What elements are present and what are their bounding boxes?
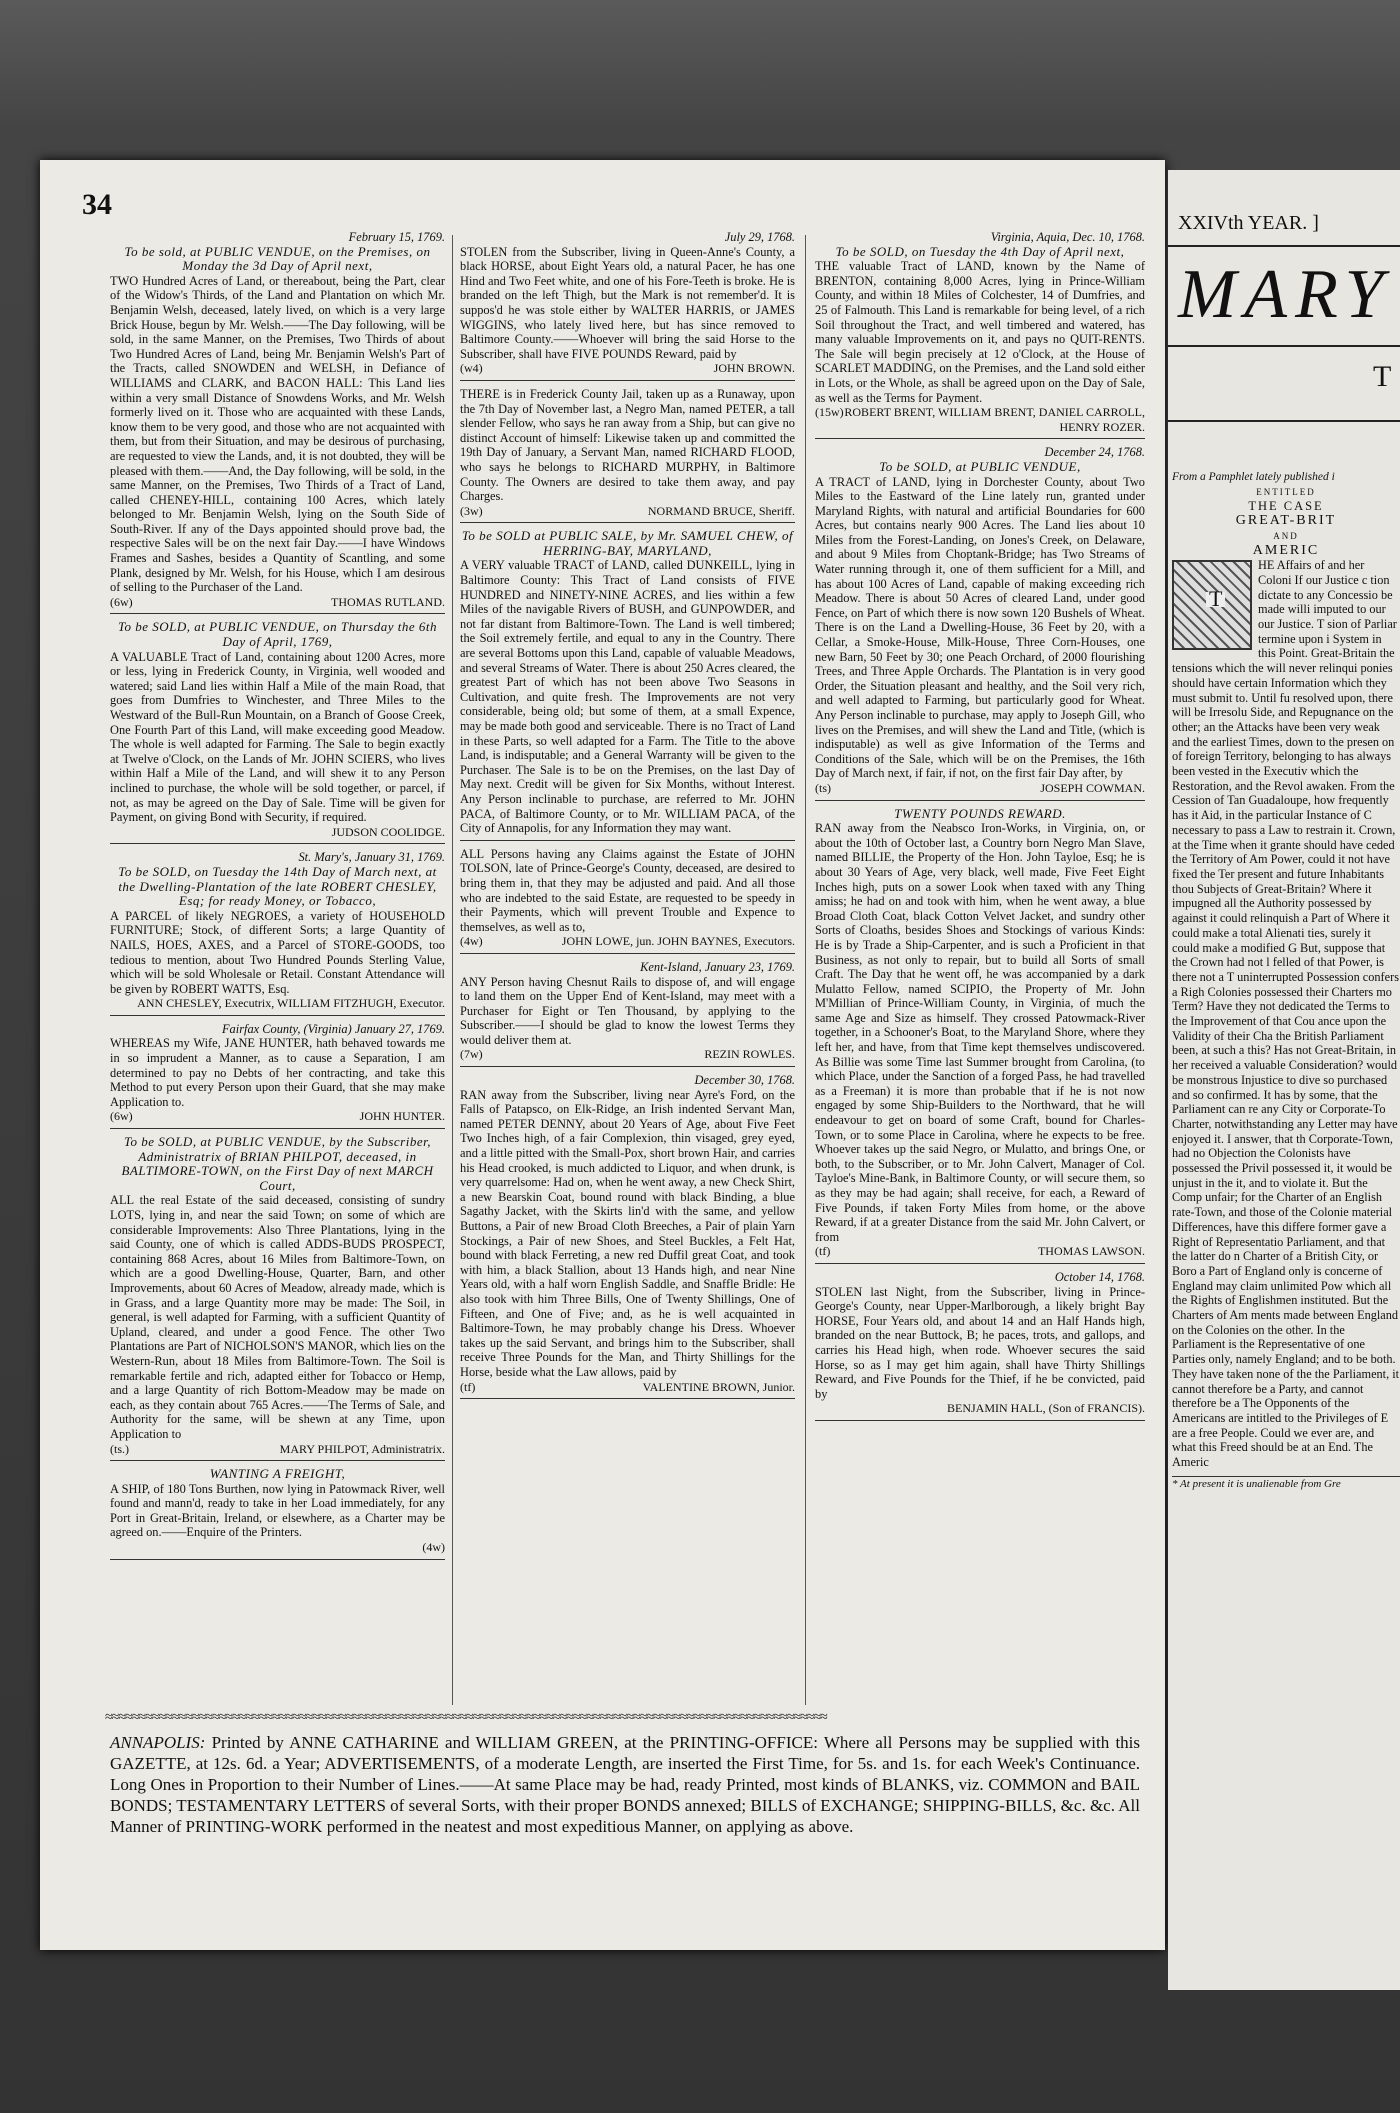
ad-separator bbox=[110, 1128, 445, 1129]
ad-signature-row bbox=[815, 405, 1145, 434]
ad-heading: To be SOLD, at PUBLIC VENDUE, on Thursday the 6th Day of April, 1769, bbox=[117, 619, 438, 650]
ad-signature-row bbox=[460, 361, 795, 376]
ad-run-code: (tf) bbox=[460, 1379, 476, 1394]
ad-signature-row bbox=[460, 504, 795, 519]
ad-run-code: (tf) bbox=[815, 1244, 831, 1259]
ad-heading: To be sold, at PUBLIC VENDUE, on the Premises, on Monday the 3d Day of April next, bbox=[124, 243, 431, 274]
column-3 bbox=[815, 230, 1145, 1705]
ad-run-code: (3w) bbox=[460, 503, 483, 518]
ad-date: Kent-Island, January 23, 1769. bbox=[640, 959, 795, 974]
ornamental-border: ≈≈≈≈≈≈≈≈≈≈≈≈≈≈≈≈≈≈≈≈≈≈≈≈≈≈≈≈≈≈≈≈≈≈≈≈≈≈≈≈≈≈≈≈≈≈≈≈≈≈≈≈≈≈≈≈≈≈≈≈≈≈≈≈≈≈≈≈≈≈≈≈≈≈≈≈≈≈≈≈≈≈≈≈≈≈≈≈≈≈≈≈≈≈≈≈≈≈≈≈≈≈≈≈≈≈≈≈ bbox=[105, 1710, 827, 1724]
ad-run-code: (4w) bbox=[460, 934, 483, 949]
ad-signature: BENJAMIN HALL, (Son of FRANCIS). bbox=[946, 1401, 1145, 1416]
ad-signature: ANN CHESLEY, Executrix, WILLIAM FITZHUGH, Executor. bbox=[137, 996, 445, 1011]
article-america: AMERIC bbox=[1252, 542, 1320, 558]
ad-signature: JUDSON COOLIDGE. bbox=[331, 824, 445, 839]
advertisement bbox=[815, 1270, 1145, 1421]
ad-separator bbox=[460, 953, 795, 954]
advertisement bbox=[110, 850, 445, 1016]
advertisement bbox=[815, 807, 1145, 1264]
ad-signature-row bbox=[460, 1380, 795, 1395]
ad-signature: THOMAS LAWSON. bbox=[1037, 1244, 1145, 1259]
ad-signature: (4w) bbox=[422, 1540, 445, 1555]
ad-separator bbox=[815, 438, 1145, 439]
ad-signature: JOHN LOWE, jun. JOHN BAYNES, Executors. bbox=[561, 934, 795, 949]
advertisement bbox=[460, 387, 795, 523]
ad-heading: To be SOLD at PUBLIC SALE, by Mr. SAMUEL CHEW, of HERRING-BAY, MARYLAND, bbox=[461, 528, 794, 558]
masthead-rule bbox=[1168, 245, 1400, 247]
ad-separator bbox=[460, 1398, 795, 1399]
advertisement bbox=[815, 445, 1145, 800]
ad-run-code: (w4) bbox=[460, 361, 483, 376]
masthead-title: MARY bbox=[1178, 256, 1392, 333]
ad-heading: To be SOLD, on Tuesday the 14th Day of March next, at the Dwelling-Plantation of the late ROBERT CHESLEY, Esq; for ready Money, or Tobacco, bbox=[118, 863, 437, 909]
adjacent-page bbox=[1168, 170, 1400, 1990]
newspaper-page bbox=[40, 160, 1165, 1950]
ad-separator bbox=[110, 1460, 445, 1461]
ad-body: A PARCEL of likely NEGROES, a variety of HOUSEHOLD FURNITURE; Stock, of different Sorts; a large Quantity of NAILS, HOES, AXES, and a Parcel of STORE-GOODS, too tedious to mention, about Two Hundred Pounds Sterling Value, which will be sold Wholesale or Retail. Constant Attendance will be given by ROBERT WATTS, Esq. bbox=[110, 908, 445, 996]
column-1 bbox=[110, 230, 445, 1705]
ad-signature: ROBERT BRENT, WILLIAM BRENT, DANIEL CARROLL, HENRY ROZER. bbox=[844, 405, 1145, 434]
ad-date: February 15, 1769. bbox=[348, 230, 445, 244]
advertisement bbox=[110, 1022, 445, 1129]
ad-signature-row bbox=[110, 1442, 445, 1457]
ad-signature: JOHN BROWN. bbox=[713, 361, 795, 376]
article-case: THE CASE bbox=[1248, 499, 1324, 514]
advertisement bbox=[815, 230, 1145, 439]
ad-body: A VERY valuable TRACT of LAND, called DUNKEILL, lying in Baltimore County: This Tract of Land consists of FIVE HUNDRED and NINETY-NINE ACRES, and lies within a few Miles of the navigable Rivers of BUSH, and GUNPOWDER, and not far distant from Baltimore-Town. The Land is well timbered; the Soil extremely fertile, and equal to any in the Country. There are several Bottoms upon this Land, capable of valuable Meadows, and several Streams of Water. There is about 250 Acres cleared, the greatest Part of which has not been above Two Seasons in Cultivation, and quite fresh. The Improvements are not very considerable, being old; but some of them, at a small Expence, may be made both good and serviceable. There is no Tract of Land in these Parts, so well adapted for a Farm. The Title to the above Land, is indisputable; and a General Warranty will be given to the Purchaser. The Sale is to be on the Premises, on the last Day of May next. Credit will be given for Six Months, without Interest. Any Person inclinable to purchase, are referred to Mr. JOHN PACA, of Baltimore County, or to Mr. WILLIAM PACA, of the City of Annapolis, for any Information they may want. bbox=[460, 558, 795, 836]
ad-heading: TWENTY POUNDS REWARD. bbox=[894, 805, 1066, 821]
ad-body: ANY Person having Chesnut Rails to dispose of, and will engage to land them on the Upper End of Kent-Island, may meet with a Purchaser for Eight or Ten Thousand, by applying to the Subscriber.——I should be glad to know the lowest Terms they would deliver them at. bbox=[460, 974, 795, 1047]
advertisement bbox=[460, 529, 795, 840]
ad-body: STOLEN from the Subscriber, living in Queen-Anne's County, a black HORSE, about Eight Years old, a natural Pacer, he has one Hind and Two Feet white, and one of his Fore-Teeth is broke. He is branded on the left Thigh, but the Mark is not remember'd. It is suppos'd he was stole either by WALTER HARRIS, or JAMES WIGGINS, who lately lived here, but has since removed to Baltimore County.——Whoever will bring the said Horse to the Subscriber, shall have FIVE POUNDS Reward, paid by bbox=[460, 244, 795, 361]
ad-separator bbox=[815, 800, 1145, 801]
ad-separator bbox=[110, 843, 445, 844]
page-number: 34 bbox=[82, 188, 112, 221]
advertisement bbox=[110, 1467, 445, 1560]
imprint-place: ANNAPOLIS: bbox=[110, 1733, 206, 1752]
ad-run-code: (7w) bbox=[460, 1047, 483, 1062]
ad-signature-row bbox=[815, 781, 1145, 796]
advertisement bbox=[460, 230, 795, 381]
advertisement bbox=[110, 1135, 445, 1461]
ad-body: A VALUABLE Tract of Land, containing about 1200 Acres, more or less, lying in Frederick County, in Virginia, well wooded and watered; said Land lies within Half a Mile of the main Road, that goes from Dumfries to Winchester, and Three Miles to the Westward of the Bull-Run Mountain, on a Branch of Goose Creek, One Fourth Part of this Land, will make exceeding good Meadow. The whole is well adapted for Farming. The Sale to begin exactly at Twelve o'Clock, on the Lands of Mr. JOHN SCIERS, who lives within Half a Mile of the Land, and will shew it to any Person inclined to purchase, the whole will be sold together, or parcel, if not, as may be agreed on the Day of Sale. Time will be given for Payment, on giving Bond with Security, if required. bbox=[110, 649, 445, 825]
ad-signature-row bbox=[110, 595, 445, 610]
ad-body: ALL the real Estate of the said deceased, consisting of sundry LOTS, lying in, and near the said Town; on some of which are considerable Improvements: Also Three Plantations, lying in the said County, one of which is called ADDS-BUDS PROSPECT, containing 868 Acres, about 16 Miles from Baltimore-Town, on which are a good Dwelling-House, Quarter, Barn, and other Improvements, about 60 Acres of Meadow, already made, which is in Grass, and a large Quantity more may be made: The Soil, in general, is well adapted for Farming, with a sufficient Quantity of Upland, cleared, and under a good Fence. The other Two Plantations are Part of NICHOLSON'S MANOR, which lies on the Western-Run, about 18 Miles from Baltimore-Town. The Soil is remarkable fertile and rich, adapted either for Tobacco or Hemp, and a large Quantity of rich Bottom-Meadow may be made on each, as they contain about 765 Acres.——The Terms of Sale, and Authority for the same, will be shewn at any Time, upon Application to bbox=[110, 1193, 445, 1441]
article-gb: GREAT-BRIT bbox=[1235, 513, 1337, 529]
ad-heading: To be SOLD, at PUBLIC VENDUE, bbox=[879, 458, 1081, 474]
ad-heading: To be SOLD, on Tuesday the 4th Day of April next, bbox=[835, 243, 1125, 259]
ad-body: RAN away from the Neabsco Iron-Works, in Virginia, on, or about the 10th of October last, a Country born Negro Man Slave, named BILLIE, the Property of the Hon. John Tayloe, Esq; he is about 30 Years of Age, very black, well made, Five Feet Eight Inches high, puts on a sower Look when taxed with any Thing amiss; he had on and took with him, when he went away, a blue Broad Cloth Coat, black Cotton Velvet Jacket, and sundry other Sorts of Cloaths, besides Shoes and Stockings of various Kinds: He is by Trade a Ship-Carpenter, and is such a Proficient in that Business, as not only to repair, but to build all Sorts of small Craft. The Day that he went off, he was accompanied by a dark Mulatto Fellow, named SCIPIO, the Property of Mr. John M'Millian of Prince-William County, in Virginia, of much the same Age and Size as himself. They crossed Patowmack-River together, in a Schooner's Boat, to the Maryland Shore, where they left her, and have, from that Time kept themselves undiscovered. As Billie was some Time last Summer brought from Carolina, (to which Place, under the Sanction of a forged Pass, he had travelled as a Freeman) it is more than probable that if he is not now engaged by some Ship-Builders to the Northward, that he will endeavour to get on board of some Craft, bound for Charles-Town, or to some Place in Carolina, where he expects to be free. Whoever takes up the said Negro, or Mulatto, and brings One, or both, to the Subscriber, or to Mr. John Calvert, Manager of Col. Tayloe's Mine-Bank, in Baltimore County, or will secure them, so as they may be had again; shall receive, for each, a Reward of Five Pounds, if taken Forty Miles from home, or the above Reward, if at a greater Distance from the said Mr. John Calvert, or from bbox=[815, 821, 1145, 1244]
ad-body: ALL Persons having any Claims against the Estate of JOHN TOLSON, late of Prince-George's County, deceased, are desired to bring them in, that they may be adjusted and paid. And all those who are indebted to the said Estate, are requested to be speedy in their Payments, which will prevent Trouble and Expence to themselves, as well as to, bbox=[460, 846, 795, 934]
ad-signature: REZIN ROWLES. bbox=[704, 1047, 795, 1062]
imprint bbox=[110, 1732, 1140, 1837]
ad-signature-row bbox=[110, 825, 445, 840]
ad-signature-row bbox=[460, 934, 795, 949]
masthead-rule bbox=[1168, 420, 1400, 422]
ad-signature: THOMAS RUTLAND. bbox=[331, 594, 445, 609]
ad-run-code: (15w) bbox=[815, 405, 844, 420]
column-divider bbox=[452, 235, 453, 1705]
ad-separator bbox=[815, 1263, 1145, 1264]
advertisement bbox=[460, 847, 795, 954]
ad-signature-row bbox=[110, 996, 445, 1011]
advertisement bbox=[460, 1073, 795, 1399]
ad-signature-row bbox=[815, 1244, 1145, 1259]
article-and: AND bbox=[1273, 530, 1299, 541]
ad-signature: VALENTINE BROWN, Junior. bbox=[642, 1379, 795, 1394]
ad-signature-row bbox=[815, 1401, 1145, 1416]
ad-signature: MARY PHILPOT, Administratrix. bbox=[279, 1441, 445, 1456]
ad-date: July 29, 1768. bbox=[724, 230, 795, 244]
ad-body: A SHIP, of 180 Tons Burthen, now lying in Patowmack River, well found and mann'd, ready to take in her Load immediately, for any Port in Great-Britain, Ireland, or elsewhere, as a Charter may be agreed on.——Enquire of the Printers. bbox=[110, 1481, 445, 1540]
imprint-text: Printed by ANNE CATHARINE and WILLIAM GREEN, at the PRINTING-OFFICE: Where all Persons may be supplied with this GAZETTE, at 12s. 6d. a Year; ADVERTISEMENTS, of a moderate Length, are inserted the First Time, for 5s. and 1s. for each Week's Continuance. Long Ones in Proportion to their Number of Lines.——At same Place may be had, ready Printed, most kinds of BLANKS, viz. COMMON and BAIL BONDS; TESTAMENTARY LETTERS of several Sorts, with their proper BONDS annexed; BILLS of EXCHANGE; SHIPPING-BILLS, &c. &c. All Manner of PRINTING-WORK performed in the neatest and most expeditious Manner, on applying as above. bbox=[110, 1733, 1141, 1836]
article-entitled: ENTITLED bbox=[1256, 486, 1316, 497]
ad-date: Virginia, Aquia, Dec. 10, 1768. bbox=[990, 230, 1145, 244]
ad-separator bbox=[110, 1559, 445, 1560]
subtitle-letter: T bbox=[1373, 360, 1392, 393]
ad-run-code: (ts.) bbox=[110, 1441, 129, 1456]
ad-body: STOLEN last Night, from the Subscriber, living in Prince-George's County, near Upper-Marlborough, a likely bright Bay HORSE, Four Years old, and about 14 and an Half Hands high, branded on the near Buttock, B; he paces, trots, and gallops, and carries his Head high, when rode. Whoever secures the said Horse, so as I may get him again, shall have Thirty Shillings Reward, and Five Pounds for the Thief, if he be convicted, paid by bbox=[815, 1284, 1145, 1401]
issue-year: XXIVth YEAR. ] bbox=[1178, 212, 1319, 234]
ad-separator bbox=[815, 1420, 1145, 1421]
ad-body: TWO Hundred Acres of Land, or thereabout, being the Part, clear of the Widow's Thirds, of the Land and Plantation on which Mr. Benjamin Welsh, deceased, lately lived, on which is a very large Brick House, begun by Mr. Welsh.——The Day following, will be sold, in the same Manner, on the Premises, Two Thirds of about Two Hundred Acres of Land, being Mr. Benjamin Welsh's Part of the Tracts, called SNOWDEN and WELSH, in Defiance of WILLIAMS and CLARK, and BACON HALL: This Land lies within a very small Distance of Snowdens Works, and Mr. Welsh formerly lived on it. Those who are acquainted with these Lands, know them to be very good, and those who are not acquainted with them, but from their Situation, and may be desirous of purchasing, are requested to view the Lands, and, it is not doubted, they will be pleased with them.——And, the Day following, will be sold, in the same Manner, on the Premises, Two Thirds of a Tract of Land, called CHENEY-HILL, containing 100 Acres, which lately belonged to Mr. Benjamin Welsh, lying on the South Side of South-River. If any of the Days appointed should prove bad, the respective Sales will be on the next fair Day.——I have Windows Frames and Sashes, besides a Quantity of Scantling, and some Plank, designed by Mr. Welsh, for his House, which I am desirous of selling to the Purchaser of the Land. bbox=[110, 273, 445, 595]
ad-run-code: (ts) bbox=[815, 780, 831, 795]
ad-signature: JOHN HUNTER. bbox=[359, 1109, 445, 1124]
ad-heading: To be SOLD, at PUBLIC VENDUE, by the Subscriber, Administratrix of BRIAN PHILPOT, deceased, in BALTIMORE-TOWN, on the First Day of next MARCH Court, bbox=[121, 1134, 434, 1193]
ad-body: THE valuable Tract of LAND, known by the Name of BRENTON, containing 8,000 Acres, lying in Prince-William County, and within 18 Miles of Colchester, 14 of Dumfries, and 25 of Falmouth. This Land is remarkable for being level, of a rich Soil throughout the Tract, and well timbered and watered, has many valuable Improvements on it, and pays no QUIT-RENTS. The Sale will begin precisely at 12 o'Clock, at the House of SCARLET MADDING, on the Premises, and the Land sold either in Lots, or the Whole, as shall be agreed upon on the Day of Sale, as well as the Terms for Payment. bbox=[815, 259, 1145, 405]
decorative-initial bbox=[1172, 560, 1252, 650]
ad-separator bbox=[460, 380, 795, 381]
ad-body: THERE is in Frederick County Jail, taken up as a Runaway, upon the 7th Day of November last, a Negro Man, named PETER, a tall slender Fellow, who says he ran away from a Ship, but can give no distinct Account of himself: Likewise taken up and committed the 19th Day of January, a Servant Man, named RICHARD FLOOD, who says he belongs to RICHARD MURPHY, in Baltimore County. The Owners are desired to take them away, and pay Charges. bbox=[460, 386, 795, 504]
article-text: HE Affairs of and her Coloni If our Justice c tion dictate to any Concessio be made willi imputed to our our Justice. T sion of Parliar termine upon i System in this Point. Great-Britain the tensions which the will never relinqui ponies should have certain Information which they must submit to. Until fu resolved upon, there will be Irresolu Side, and Repugnance on the other; an the Attacks have been very weak and the earliest Times, down to the presen on of foreign Territory, belonging to has always been vested in the Executiv which the Restoration, and the Revol awaken. From the Cession of Tan Guadaloupe, how frequently has it Aid, in the particular Instance of C necessary to pass a Law to restrain it. Crown, at the Time when it grante should have ceded the Territory of Am Power, could it not have fixed the Ter present and future Inhabitants thou Subjects of Great-Britain? Where it impugned all the Authority possessed by against it could relinquish a Part of Where it could make a total Alienati ties, surely it could make a modified G But, suppose that the Crown had not l felled of that Power, is there not a T uninterrupted Possession confers a Righ Colonies possessed their Charters mo Term? Have they not dedicated the Terms to the Improvement of that Cou ance upon the Validity of their Cha the British Parliament been, at such a this? Has not Great-Britain, in her received a valuable Consideration? would be monstrous Injustice to dive so purchased and so confirmed. It has by some, that the Parliament can re any City or Corporate-To Charter, notwithstanding any Letter may have enjoyed it. I answer, that th Corporate-Town, had no Objection the Colonists have possessed the Privil possessed it, it would be unjust in the it, and to violate it. But the Comp unfair; for the Charter of an English rate-Town, and those of the Colonie material Differences, have this differe former gave a Right of Representatio Parliament, and that the latter do n Charter of a British City, or Boro a Part of England only is concerne of England may claim unlimited Pow which all the Rights of Englishmen instituted. But the Charters of Am ments made between England on the Colonies on the other. In the Parliament is the Representative of one Parties only, namely England; and to be both. They have taken none of the the Parliament, it cannot therefore be a Party, and cannot therefore be a The Opponents of the Americans are intitled to the Privileges of E are a free People. Could we ever are, and what this Freed should be at an End. The Americ bbox=[1172, 558, 1400, 1470]
footnote: * At present it is unalienable from Gre bbox=[1172, 1476, 1400, 1492]
article-body bbox=[1172, 470, 1400, 1950]
ad-body: WHEREAS my Wife, JANE HUNTER, hath behaved towards me in so imprudent a Manner, as to cause a Separation, I am determined to pay no Debts of her contracting, and take this Method to put every Person upon their Guard, that she may make Application to. bbox=[110, 1036, 445, 1109]
ad-signature-row bbox=[110, 1540, 445, 1555]
ad-signature-row bbox=[110, 1109, 445, 1124]
ad-signature: NORMAND BRUCE, Sheriff. bbox=[647, 503, 795, 518]
masthead-rule bbox=[1168, 345, 1400, 347]
advertisement bbox=[110, 620, 445, 844]
ad-heading: WANTING A FREIGHT, bbox=[209, 1466, 346, 1482]
initial-letter: T bbox=[1206, 592, 1225, 607]
ad-body: A TRACT of LAND, lying in Dorchester County, about Two Miles to the Eastward of the Line lately run, granted under Maryland Rights, with natural and artificial Boundaries for 600 Acres, but contains nearly 900 Acres. The Land lies about 10 Miles from the Forest-Landing, on Jones's Creek, on Delaware, and about 9 Miles from Choptank-Bridge; has Two Streams of Water running through it, one of them sufficient for a Mill, and has about 100 Acres of Land, capable of making exceeding rich Meadow. There is about 50 Acres of cleared Land, under good Fence, on Part of which there is now sown 120 Bushels of Wheat. There is on the Land a Dwelling-House, 36 Feet by 20, with a Cellar, a Smoke-House, Milk-House, Three Corn-Houses, one new Barn, 50 Feet by 30; one Peach Orchard, of 2000 flourishing Trees, and Three Apple Orchards. The Plantation is in very good Order, the Situation pleasant and healthy, and the Soil very rich, and well adapted to Farming, but particularly good for Wheat. Any Person inclinable to purchase, may apply to Joseph Gill, who lives on the Premises, and will shew the Land and Title, (which is indisputable) as well as give Information of the Terms and Conditions of the Sale, which will be on the Premises, the 16th Day of March next, if fair, if not, on the first fair Day after, by bbox=[815, 474, 1145, 781]
column-2 bbox=[460, 230, 795, 1705]
ad-signature-row bbox=[460, 1047, 795, 1062]
ad-separator bbox=[460, 522, 795, 523]
column-divider bbox=[805, 235, 806, 1705]
ad-date: October 14, 1768. bbox=[1054, 1269, 1145, 1284]
ad-run-code: (6w) bbox=[110, 594, 133, 609]
advertisement bbox=[110, 230, 445, 614]
ad-separator bbox=[460, 840, 795, 841]
ad-signature: JOSEPH COWMAN. bbox=[1040, 780, 1145, 795]
ad-separator bbox=[110, 613, 445, 614]
ad-date: Fairfax County, (Virginia) January 27, 1769. bbox=[221, 1021, 445, 1036]
ad-separator bbox=[110, 1015, 445, 1016]
ad-body: RAN away from the Subscriber, living near Ayre's Ford, on the Falls of Patapsco, on Elk-Ridge, an Irish indented Servant Man, named PETER DENNY, about 20 Years of Age, about Five Feet Two Inches high, of a fair Complexion, thin visaged, grey eyed, and a little pitted with the Small-Pox, short brown Hair, and carries his Head crooked, is much addicted to Liquor, and when drunk, is very quarrelsome: Had on, when he went away, a new Check Shirt, a new Bearskin Coat, bound round with black Binding, a blue Sagathy Jacket, with the Skirts lin'd with the same, and yellow Buttons, a Pair of new Broad Cloth Breeches, a Pair of plain Yarn Stockings, a Pair of new Shoes, and Steel Buckles, a Felt Hat, bound with black Ferreting, a new red Duffil great Coat, and took with him, a black Stallion, about 13 Hands high, and near Nine Years old, with a half worn English Saddle, and Snaffle Bridle: He also took with him Three Bills, One of Twenty Shillings, One of Fifteen, and One of Five; and, as he is well acquainted in Baltimore-Town, he may probably change his Dress. Whoever takes up the said Servant, and brings him to the Subscriber, shall receive Three Pounds for the Man, and Thirty Shillings for the Horse, beside what the Law allows, paid by bbox=[460, 1087, 795, 1379]
advertisement bbox=[460, 960, 795, 1067]
ad-date: St. Mary's, January 31, 1769. bbox=[298, 850, 445, 865]
ad-date: December 24, 1768. bbox=[1044, 445, 1145, 460]
ad-separator bbox=[460, 1066, 795, 1067]
ad-run-code: (6w) bbox=[110, 1109, 133, 1124]
ad-date: December 30, 1768. bbox=[694, 1073, 795, 1088]
article-intro: From a Pamphlet lately published i bbox=[1172, 471, 1335, 483]
